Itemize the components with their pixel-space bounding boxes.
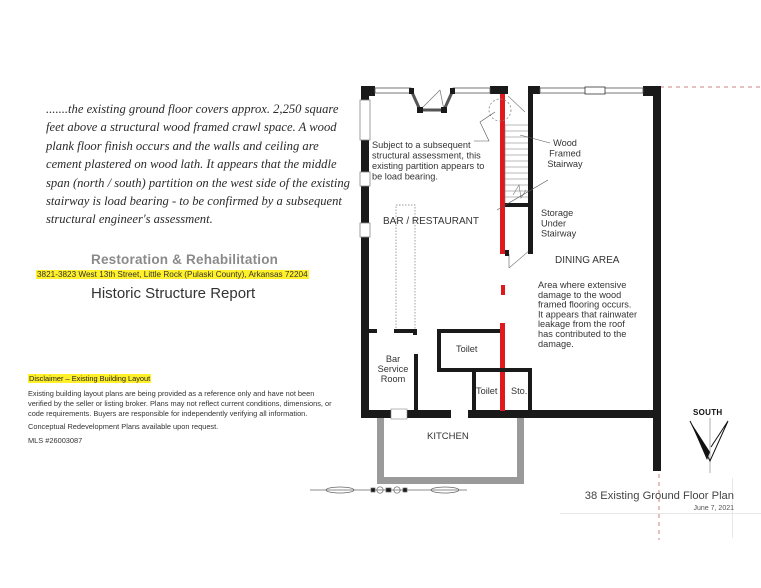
label-dining-area: DINING AREA	[555, 255, 620, 266]
stairway	[489, 94, 533, 268]
label-bar-restaurant: BAR / RESTAURANT	[383, 216, 479, 227]
kitchen-addition	[377, 418, 524, 484]
intro-paragraph: .......the existing ground floor covers approx. 2,250 square feet above a structural wood framed crawl space. A wood plank floor finish occurs and the walls and ceiling are cement plastered on wood lath. It appears that the middle span (north / south) partition on the west side of the existing stairway is load bearing - to be confirmed by a subsequent structural engineer's assessment.	[46, 102, 350, 227]
report-subtitle: Restoration & Rehabilitation	[91, 252, 279, 267]
label-toilet-1: Toilet	[456, 344, 478, 354]
svg-text:Subject to a subsequentstructu: Subject to a subsequent structural assessment, this existing partition appears to be load bearing.	[372, 140, 485, 182]
load-bearing-partition	[500, 94, 505, 411]
disclaimer-body: Existing building layout plans are being provided as a reference only and have not been verified by the seller or listing broker. Plans may not reflect current conditions, dimensions, or code requirements. Buyers are responsible for independently verifying all information.	[28, 389, 332, 418]
label-storage-small: Sto.	[511, 386, 528, 396]
property-address: 3821-3823 West 13th Street, Little Rock (Pulaski County), Arkansas 72204	[37, 270, 308, 279]
svg-text:StorageUnderStairway: Storage Under Stairway	[541, 208, 577, 239]
partition-note-1: Subject to a subsequent	[372, 140, 471, 150]
label-toilet-2: Toilet	[476, 386, 498, 396]
north-arrow-icon	[690, 418, 728, 473]
plan-title: 38 Existing Ground Floor Plan	[584, 490, 734, 502]
disclaimer-note: Conceptual Redevelopment Plans available upon request.	[28, 422, 219, 431]
svg-text:Area where extensivedamage to: Area where extensive damage to the wood framed flooring occurs. It appears that rainwater leakage from the roof has contributed to the damage.	[538, 280, 638, 349]
report-title: Historic Structure Report	[91, 285, 256, 302]
label-kitchen: KITCHEN	[427, 431, 469, 442]
mls-number: MLS #26003087	[28, 436, 83, 445]
north-arrow-label: SOUTH	[693, 408, 723, 417]
ornament-divider	[310, 487, 467, 493]
svg-text:BarServiceRoom: Bar Service Room	[377, 354, 409, 384]
disclaimer-title: Disclaimer – Existing Building Layout	[29, 374, 151, 383]
svg-text:WoodFramedStairway: Wood Framed Stairway	[547, 138, 583, 169]
plan-date: June 7, 2021	[693, 505, 734, 512]
title-block-rule	[560, 513, 761, 514]
north-windows	[375, 87, 643, 113]
